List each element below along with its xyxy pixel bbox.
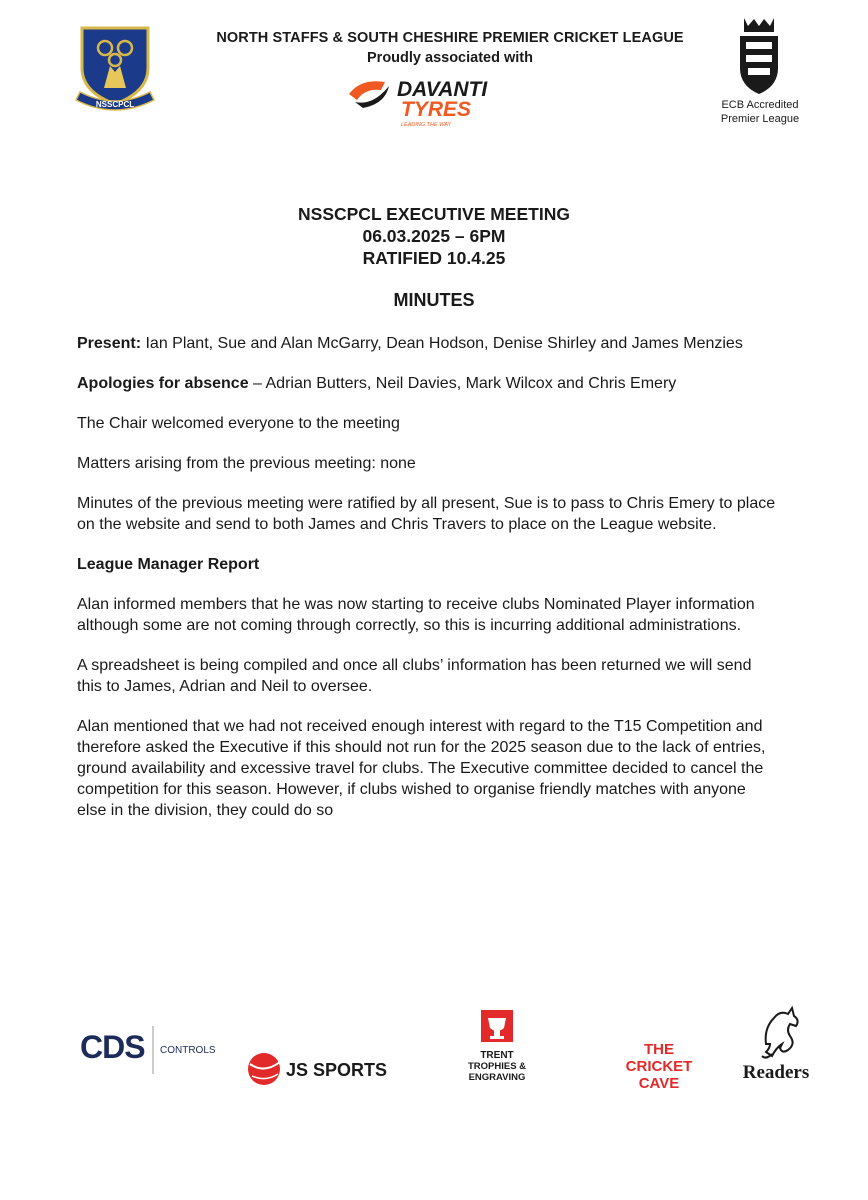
svg-text:CONTROLS: CONTROLS bbox=[160, 1045, 216, 1056]
svg-text:JS SPORTS: JS SPORTS bbox=[286, 1060, 388, 1080]
svg-text:TRENT: TRENT bbox=[480, 1050, 514, 1061]
matters-paragraph: Matters arising from the previous meeting: none bbox=[77, 455, 416, 472]
svg-text:TROPHIES &: TROPHIES & bbox=[467, 1061, 527, 1072]
davanti-tyres-logo bbox=[345, 72, 535, 128]
meeting-ratified: RATIFIED 10.4.25 bbox=[362, 248, 506, 268]
trent-trophies-logo bbox=[462, 1008, 532, 1090]
svg-text:CAVE: CAVE bbox=[638, 1075, 680, 1092]
readers-logo bbox=[736, 1004, 816, 1084]
welcome-paragraph: The Chair welcomed everyone to the meeting bbox=[77, 415, 400, 432]
js-sports-logo bbox=[246, 1048, 391, 1088]
svg-text:ENGRAVING: ENGRAVING bbox=[468, 1072, 526, 1083]
league-name: NORTH STAFFS & SOUTH CHESHIRE PREMIER CRICKET LEAGUE bbox=[216, 30, 684, 46]
minutes-heading: MINUTES bbox=[393, 290, 475, 310]
association-line: Proudly associated with bbox=[367, 50, 533, 66]
report-paragraph-1: Alan informed members that he was now starting to receive clubs Nominated Player information although some are not coming through correctly, so this is incurring additional administrations. bbox=[77, 596, 755, 634]
league-manager-heading: League Manager Report bbox=[77, 556, 260, 573]
apologies-paragraph bbox=[77, 373, 777, 394]
meeting-title: NSSCPCL EXECUTIVE MEETING bbox=[298, 204, 570, 224]
meeting-title-block bbox=[0, 203, 868, 269]
svg-text:CRICKET: CRICKET bbox=[625, 1058, 693, 1075]
present-paragraph bbox=[77, 333, 777, 354]
report-paragraph-3: Alan mentioned that we had not received enough interest with regard to the T15 Competition and therefore asked the Executive if this should not run for the 2025 season due to the lack of entries, ground availability and excessive travel for clubs. The Executive committee decided to cancel the competition for this season. However, if clubs wished to organise friendly matches with anyone else in the division, they could do so bbox=[77, 718, 766, 819]
previous-minutes-paragraph: Minutes of the previous meeting were ratified by all present, Sue is to pass to Chris Emery to place on the website and send to both James and Chris Travers to place on the League website. bbox=[77, 495, 776, 533]
svg-text:LEADING THE WAY: LEADING THE WAY bbox=[401, 122, 452, 128]
svg-text:TYRES: TYRES bbox=[401, 98, 472, 121]
svg-text:NSSCPCL: NSSCPCL bbox=[95, 100, 135, 109]
present-label: Present: bbox=[77, 335, 142, 352]
meeting-datetime: 06.03.2025 – 6PM bbox=[362, 226, 506, 246]
ecb-accreditation bbox=[700, 98, 820, 126]
svg-text:Readers: Readers bbox=[742, 1062, 810, 1083]
apologies-text: – Adrian Butters, Neil Davies, Mark Wilcox and Chris Emery bbox=[248, 375, 677, 392]
ecb-line-1: ECB Accredited bbox=[721, 99, 799, 111]
ecb-line-2: Premier League bbox=[720, 113, 800, 125]
apologies-label: Apologies for absence bbox=[77, 375, 249, 392]
ecb-crest-logo bbox=[734, 16, 784, 96]
svg-text:CDS: CDS bbox=[80, 1029, 145, 1065]
svg-text:DAVANTI: DAVANTI bbox=[397, 78, 488, 101]
cds-controls-logo bbox=[80, 1022, 220, 1078]
league-crest-logo bbox=[70, 22, 160, 114]
minutes-body bbox=[77, 333, 777, 840]
present-text: Ian Plant, Sue and Alan McGarry, Dean Hodson, Denise Shirley and James Menzies bbox=[141, 335, 743, 352]
svg-text:THE: THE bbox=[644, 1041, 674, 1058]
report-paragraph-2: A spreadsheet is being compiled and once all clubs’ information has been returned we will send this to James, Adrian and Neil to oversee. bbox=[77, 657, 752, 695]
cricket-cave-logo bbox=[614, 1038, 704, 1092]
